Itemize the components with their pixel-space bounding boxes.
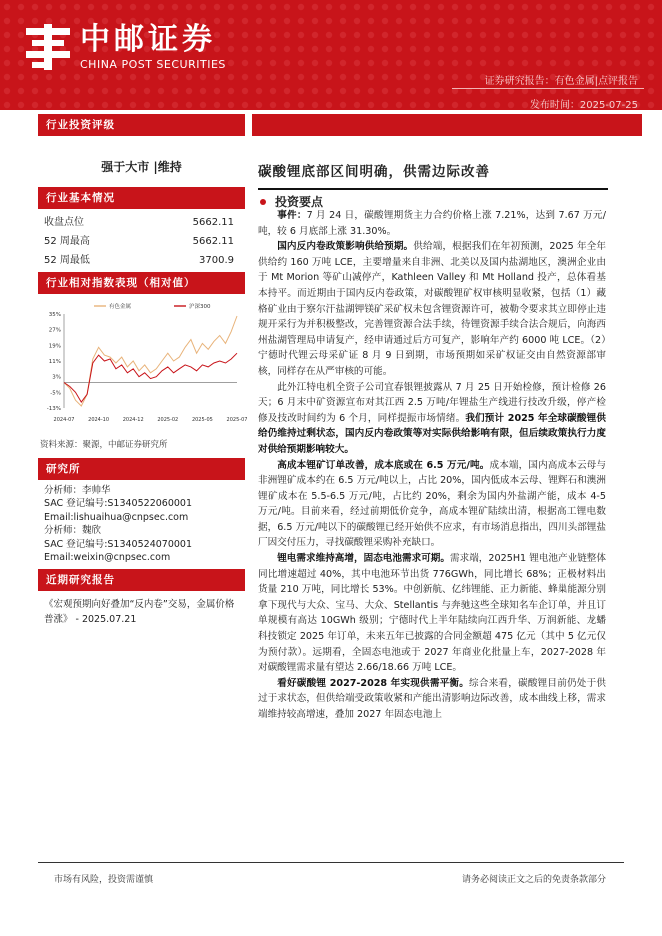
paragraph-bold-run: 锂电需求维持高增，固态电池需求可期。: [277, 553, 450, 565]
paragraph-bold-run: 事件：: [277, 210, 307, 221]
analyst-email[interactable]: Email:weixin@cnpsec.com: [44, 552, 171, 564]
y-tick-label: 19%: [48, 343, 61, 350]
paragraph-bold-run: 我们预计 2025 年全球碳酸锂供给仍维持过剩状态，国内反内卷政策等对实际供给影响有限，但后续政策执行力度对供给预期影响较大。: [258, 412, 606, 455]
title-divider: [258, 188, 608, 190]
body-paragraph: [258, 239, 606, 379]
brand-name-en: CHINA POST SECURITIES: [80, 58, 226, 71]
relative-index-chart-svg: [38, 298, 248, 426]
y-tick-label: -5%: [50, 390, 61, 397]
report-body: [258, 208, 606, 723]
stat-label: 52 周最高: [44, 236, 90, 247]
x-tick-label: 2025-02: [157, 417, 179, 423]
stat-value: 3700.9: [199, 255, 234, 266]
x-tick-label: 2025-05: [191, 417, 213, 423]
legend-label: 有色金属: [109, 304, 132, 310]
body-paragraph: [258, 676, 606, 723]
paragraph-run: 此外江特电机全资子公司宜春银锂披露从 7 月 25 日开始检修，预计检修 26 天；6 月末中矿资源宣布对其江西 2.5 万吨/年锂盐生产线进行技改升级，停产检修及技改时间约为 6 个月，同样提振市场情绪。: [258, 381, 606, 424]
brand-name-cn: 中邮证券: [80, 22, 216, 57]
analyst-line: SAC 登记编号:S1340524070001: [44, 538, 192, 550]
y-tick-label: 27%: [48, 327, 61, 334]
paragraph-run: 综合来看，碳酸锂目前仍处于供过于求状态，但供给端受政策收紧和产能出清影响边际改善，成本曲线上移，需求端维持较高增速，叠加 2027 年固态电池上: [258, 677, 606, 720]
footer-risk-note: 市场有风险，投资需谨慎: [54, 875, 154, 885]
y-tick-label: 3%: [52, 374, 61, 381]
stat-label: 收盘点位: [44, 217, 84, 228]
industry-stats: [44, 213, 234, 270]
stat-row: [44, 251, 234, 270]
paragraph-bold-run: 国内反内卷政策影响供给预期。: [277, 241, 414, 253]
paragraph-bold-run: 看好碳酸锂 2027-2028 年实现供需平衡。: [277, 677, 470, 689]
body-paragraph: [258, 380, 606, 458]
china-post-logo-icon: [22, 22, 74, 72]
basics-heading: 行业基本情况: [38, 187, 245, 209]
x-tick-label: 2024-07: [53, 417, 75, 423]
chart-source: 资料来源：聚源，中邮证券研究所: [40, 440, 168, 450]
paragraph-run: 成本端，国内高成本云母与非洲锂矿成本约在 6.5 万元/吨以上，占比 20%，国内低成本云母、锂辉石和澳洲锂矿成本在 5.5-6.5 万元/吨，占比约 20%，剩余为国内外盐湖产能，成本 4-5 万元/吨。目前来看，经过前期低价竞争，高成本锂矿陆续出清，根据高工锂电数据，6.5 万元/吨以下的碳酸锂已经开始供不应求，有市场消息指出，四川头部锂盐厂因交付压力，寻找碳酸锂采购补充缺口。: [258, 459, 606, 549]
series-line-nonferrous: [64, 316, 237, 406]
report-header: [0, 0, 662, 110]
industry-rating: 强于大市 |维持: [101, 160, 182, 174]
paragraph-run: 需求端，2025H1 锂电池产业链整体同比增速超过 40%，其中电池环节出货 776GWh，同比增长 68%；正极材料出货量 210 万吨，同比增长 53%。中创新航、亿纬锂能、正力新能、蜂巢能源分别拿下现代与大众、宝马、大众、Stellantis 与奔驰这些全球知名车企订单，并且订单规模有高达 10GWh 级别；宁德时代上半年陆续向江西升华、万润新能、龙蟠科技锁定 2025 年订单，未来五年已披露的合同金额超 475 亿元（其中 5 亿元仅为预付款）。远期看，全固态电池或于 2027 年商业化批量上车，2027-2028 年对碳酸锂需求量有望达 2.66/18.66 万吨 LCE。: [258, 553, 606, 674]
rating-heading: 行业投资评级: [38, 114, 245, 136]
y-tick-label: -13%: [46, 406, 61, 412]
relative-index-chart: [38, 298, 248, 426]
analyst-info: [44, 484, 244, 564]
stat-label: 52 周最低: [44, 255, 90, 266]
stat-row: [44, 213, 234, 232]
bullet-icon: [260, 199, 266, 205]
x-tick-label: 2024-12: [122, 417, 144, 423]
stat-value: 5662.11: [192, 217, 234, 228]
header-divider: [452, 88, 644, 89]
legend-label: 沪深300: [189, 304, 211, 310]
analyst-line: 分析师：魏欣: [44, 525, 102, 537]
analyst-line: 分析师：李帅华: [44, 485, 111, 496]
research-heading: 研究所: [38, 458, 245, 480]
brand-logo: [22, 22, 226, 72]
footer-disclaimer-note: 请务必阅读正文之后的免责条款部分: [461, 875, 606, 885]
analyst-email[interactable]: Email:lishuaihua@cnpsec.com: [44, 511, 189, 523]
x-tick-label: 2024-10: [88, 417, 110, 423]
body-paragraph: [258, 551, 606, 676]
recent-report-link[interactable]: 《宏观预期向好叠加“反内卷”交易，金属价格普涨》 - 2025.07.21: [44, 599, 235, 625]
stat-value: 5662.11: [192, 236, 234, 247]
y-tick-label: 11%: [48, 359, 61, 365]
x-tick-label: 2025-07: [226, 417, 248, 423]
stat-row: [44, 232, 234, 251]
series-line-csi300: [64, 353, 237, 402]
footer-divider: [38, 862, 624, 863]
section-heading-text: 投资要点: [275, 195, 324, 209]
paragraph-run: 供给端，根据我们在年初预测，2025 年全年供给约 160 万吨 LCE，主要增量来自非洲、北美以及国内盐湖地区，澳洲企业由于 Mt Morion 等矿山减停产，Kathleen Valley 和 Mt Holland 投产，总体看基本持平。而近期由于国内反内卷政策，对碳酸锂矿权审核明显收紧，包括（1）藏格矿业由于察尔汗盐湖钾镁矿采矿权未包含锂资源许可，被勒令要求其立即停止违规开采行为并积极整改，完善锂资源合法手续，待锂资源手续合法合规后，向海西州盐湖管理局申请复产，经申请通过后方可复产，影响年产约 6000 吨 LCE。（2）宁德时代锂云母采矿证 8 月 9 日到期，市场预期如采矿权证交由自然资源部审核，同样存在从严审核的可能。: [258, 241, 606, 377]
paragraph-run: 7 月 24 日，碳酸锂期货主力合约价格上涨 7.21%，达到 7.67 万元/吨，较 6 月底部上涨 31.30%。: [258, 210, 606, 237]
chart-heading: 行业相对指数表现（相对值）: [38, 272, 245, 294]
title-band: [252, 114, 642, 136]
y-tick-label: 35%: [48, 312, 61, 318]
recent-reports-heading: 近期研究报告: [38, 569, 245, 591]
body-paragraph: [258, 208, 606, 239]
body-paragraph: [258, 458, 606, 552]
publish-time: 发布时间：2025-07-25: [529, 100, 638, 111]
report-type: 证券研究报告：有色金属|点评报告: [484, 76, 638, 87]
paragraph-bold-run: 高成本锂矿订单改善，成本底或在 6.5 万元/吨。: [277, 459, 490, 471]
report-title: 碳酸锂底部区间明确，供需边际改善: [258, 164, 490, 180]
analyst-line: SAC 登记编号:S1340522060001: [44, 498, 192, 510]
